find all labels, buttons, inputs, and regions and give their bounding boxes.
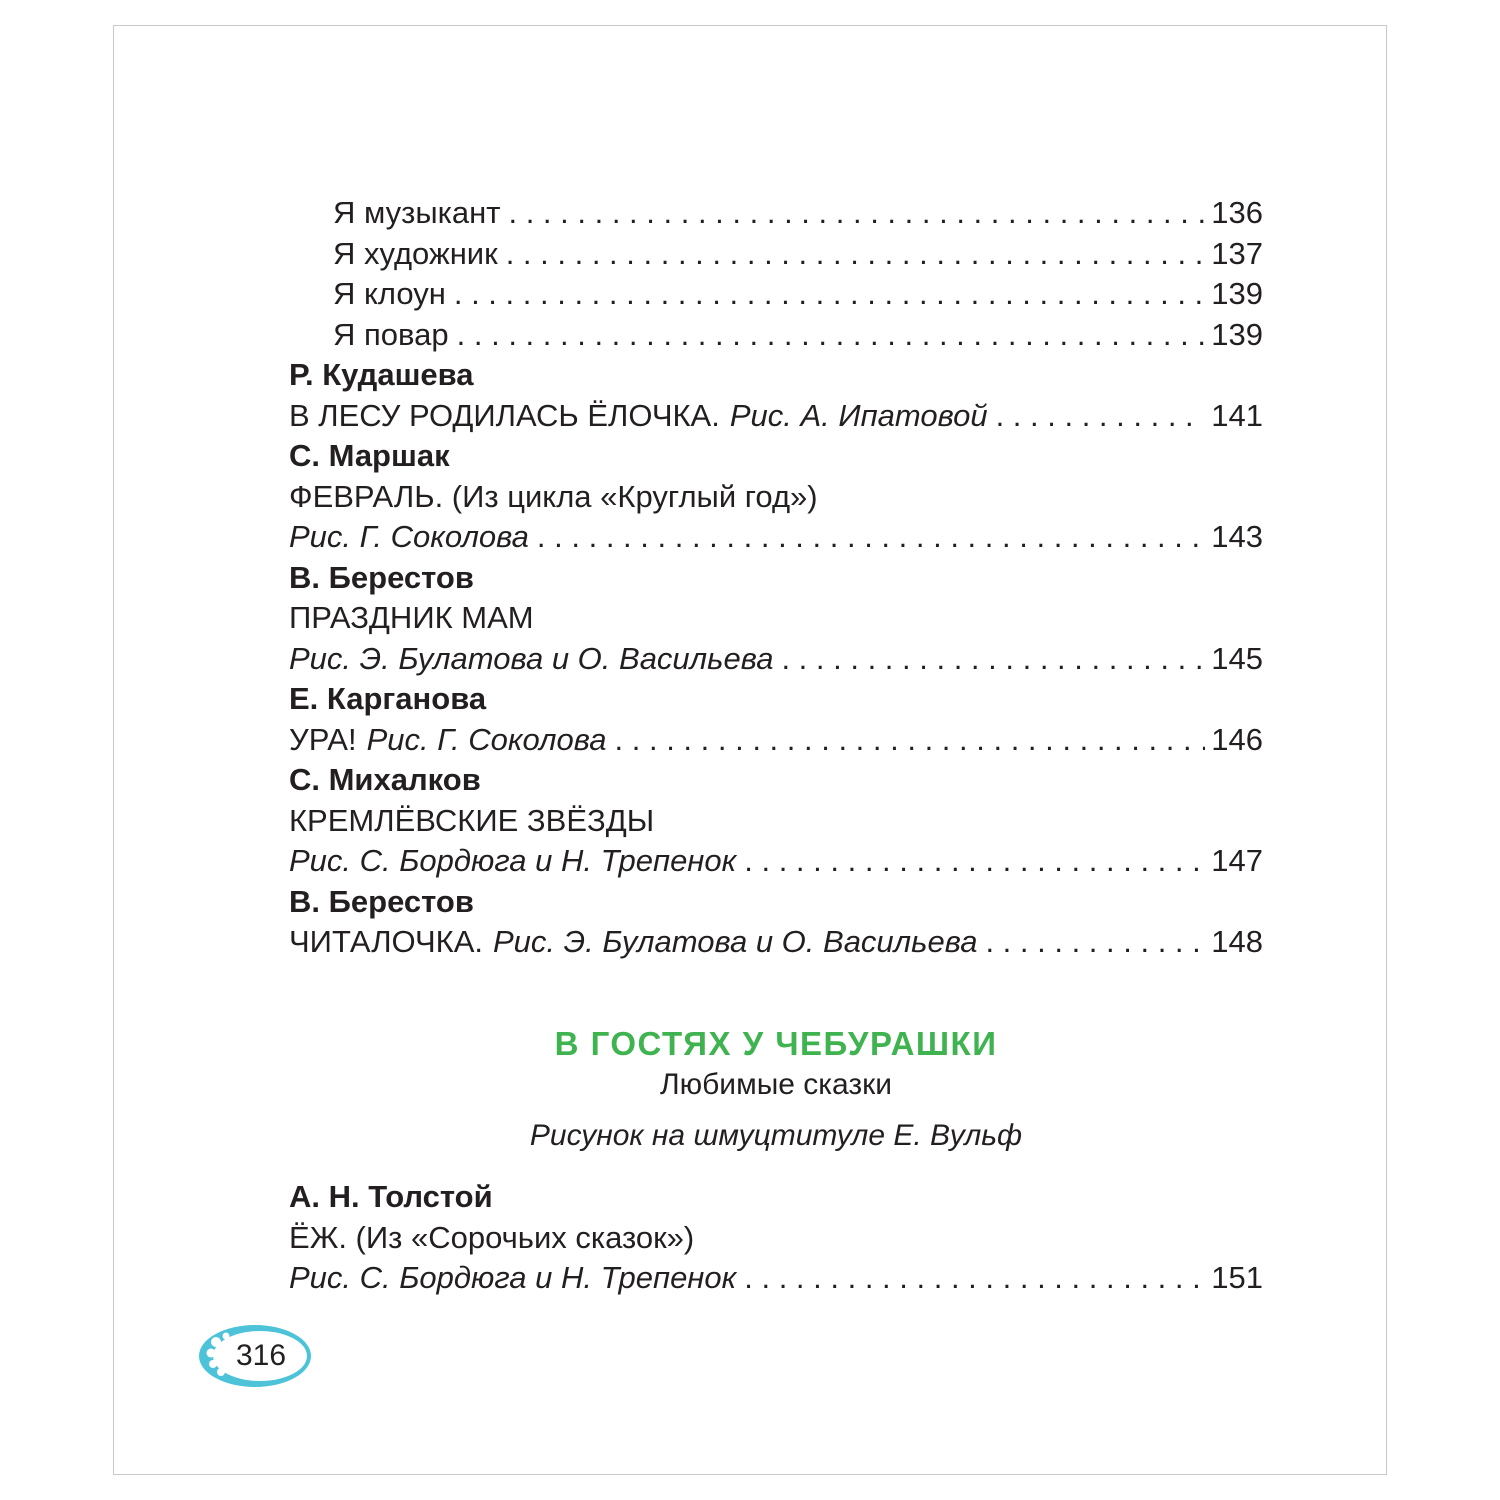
dot-leader	[529, 517, 1205, 558]
toc-entry[interactable]	[289, 274, 1263, 315]
section-subtitle: Любимые сказки	[659, 1068, 893, 1101]
dot-leader	[449, 315, 1206, 356]
author-name: С. Михалков	[289, 762, 481, 797]
entry-title: Я музыкант	[333, 195, 501, 230]
entry-title: Я клоун	[333, 276, 446, 311]
dot-leader	[607, 720, 1206, 761]
dot-leader	[988, 396, 1206, 437]
author-name: А. Н. Толстой	[289, 1179, 493, 1214]
entry-illustrator: Рис. Э. Булатова и О. Васильева	[493, 924, 978, 959]
section-header	[289, 1024, 1263, 1156]
entry-page: 139	[1211, 316, 1263, 352]
author-name: В. Берестов	[289, 883, 474, 919]
entry-illustrator: Рис. Э. Булатова и О. Васильева	[289, 640, 774, 676]
toc-entry[interactable]	[289, 720, 1263, 761]
entry-title: В ЛЕСУ РОДИЛАСЬ ЁЛОЧКА.	[289, 397, 720, 433]
toc-entry[interactable]	[289, 396, 1263, 437]
entry-illustrator: Рис. А. Ипатовой	[729, 397, 988, 433]
dot-leader	[773, 639, 1205, 680]
entry-title: ЧИТАЛОЧКА.	[289, 924, 483, 959]
entry-title: ЁЖ. (Из «Сорочьих сказок»)	[289, 1219, 695, 1255]
entry-page: 136	[1211, 195, 1263, 230]
entry-page: 146	[1211, 721, 1263, 757]
toc-entry[interactable]	[289, 841, 1263, 882]
entry-title: КРЕМЛЁВСКИЕ ЗВЁЗДЫ	[289, 802, 655, 838]
author-name: В. Берестов	[289, 559, 474, 595]
toc-entry[interactable]	[289, 922, 1263, 963]
section-illustration-note: Рисунок на шмуцтитуле Е. Вульф	[529, 1119, 1023, 1152]
entry-page: 148	[1211, 924, 1263, 959]
entry-title: Я художник	[333, 235, 498, 271]
entry-page: 151	[1211, 1260, 1263, 1295]
table-of-contents	[289, 193, 1263, 963]
entry-title: Я повар	[333, 316, 449, 352]
toc-entry[interactable]	[289, 517, 1263, 558]
author-name: С. Маршак	[289, 438, 450, 473]
entry-title: ФЕВРАЛЬ. (Из цикла «Круглый год»)	[289, 478, 818, 514]
dot-leader	[736, 1258, 1205, 1299]
entry-page: 139	[1211, 276, 1263, 311]
page-number: 316	[236, 1339, 287, 1372]
dot-leader	[500, 193, 1205, 234]
toc-entry[interactable]	[289, 193, 1263, 234]
page-number-badge	[196, 1322, 314, 1390]
entry-illustrator: Рис. С. Бордюга и Н. Трепенок	[289, 1260, 737, 1295]
author-name: Е. Карганова	[289, 681, 487, 716]
author-name: Р. Кудашева	[289, 357, 474, 392]
dot-leader	[736, 841, 1205, 882]
entry-page: 147	[1211, 843, 1263, 878]
section-title: В ГОСТЯХ У ЧЕБУРАШКИ	[554, 1025, 998, 1062]
entry-illustrator: Рис. Г. Соколова	[289, 519, 529, 554]
entry-illustrator: Рис. С. Бордюга и Н. Трепенок	[289, 843, 737, 878]
dot-leader	[977, 922, 1205, 963]
dot-leader	[498, 234, 1206, 275]
dot-leader	[446, 274, 1205, 315]
table-of-contents-continued	[289, 1177, 1263, 1299]
toc-entry[interactable]	[289, 639, 1263, 680]
entry-title: УРА!	[289, 721, 357, 757]
entry-page: 145	[1211, 640, 1263, 676]
entry-page: 143	[1211, 519, 1263, 554]
entry-title: ПРАЗДНИК МАМ	[289, 600, 534, 635]
toc-entry[interactable]	[289, 1258, 1263, 1299]
entry-page: 141	[1211, 397, 1263, 433]
toc-entry[interactable]	[289, 315, 1263, 356]
entry-illustrator: Рис. Г. Соколова	[366, 721, 607, 757]
entry-page: 137	[1211, 235, 1263, 271]
toc-entry[interactable]	[289, 234, 1263, 275]
